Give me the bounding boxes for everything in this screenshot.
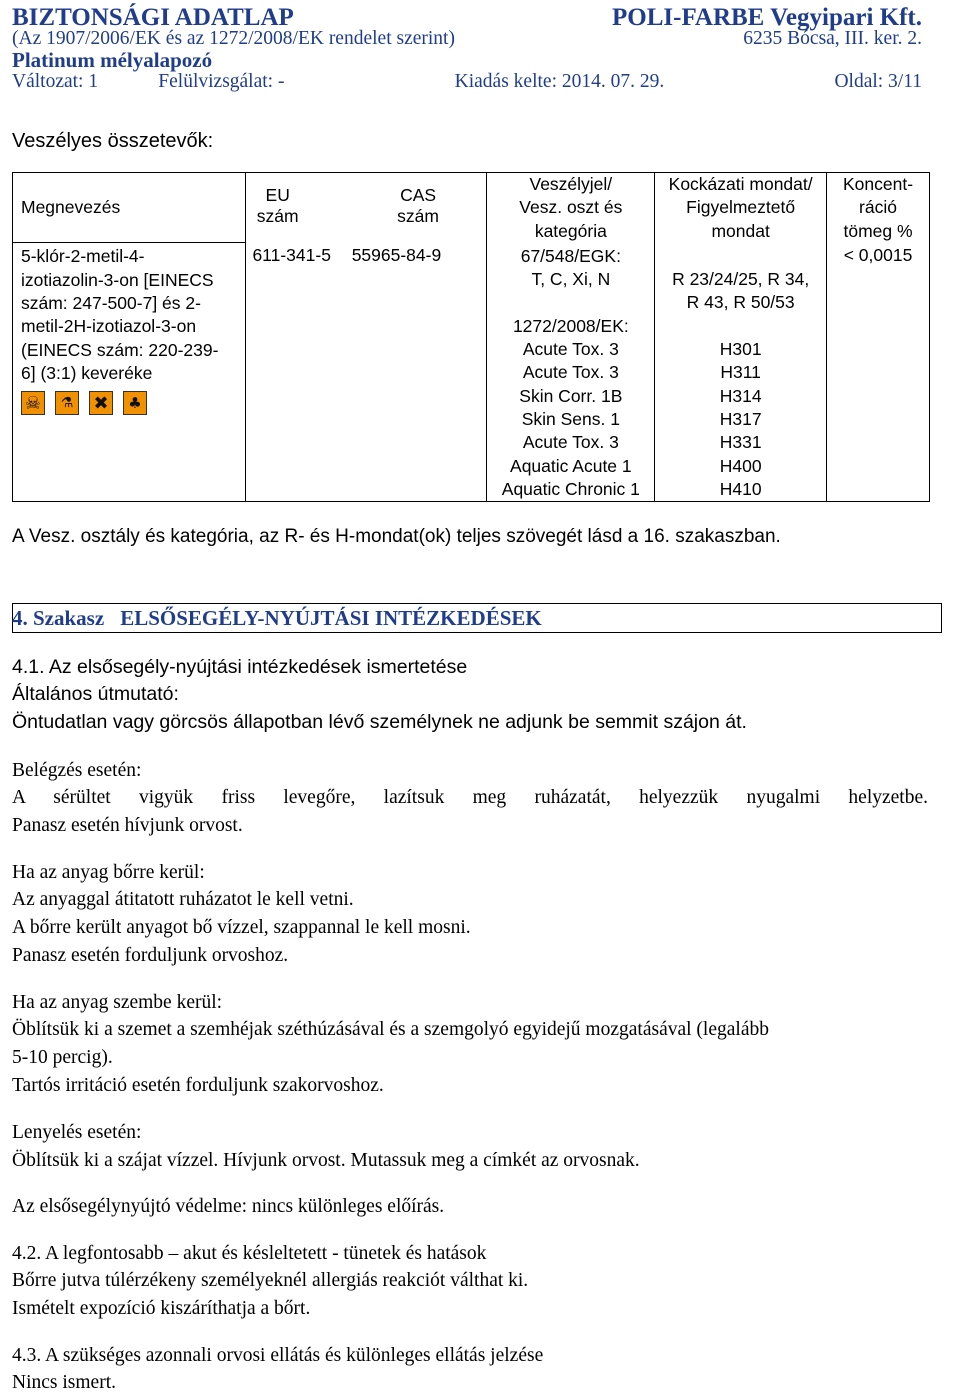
section-number: 4. Szakasz: [12, 606, 105, 630]
skin-text-2: A bőrre került anyagot bő vízzel, szappannal le kell mosni.: [12, 917, 471, 938]
substance-name-cell: 5-klór-2-metil-4- izotiazolin-3-on [EINECS szám: 247-500-7] és 2- metil-2H-izotiazol-3-on (EINECS szám: 220-239- 6] (3:1) keveréke ☠ ⚗ ✖ ♣: [13, 243, 246, 502]
skin-text-3: Panasz esetén forduljunk orvoshoz.: [12, 945, 289, 966]
header: [12, 4, 922, 93]
toxic-skull-icon: ☠: [21, 391, 45, 415]
symptoms-text-1: Bőrre jutva túlérzékeny személyeknél allergiás reakciót válthat ki.: [12, 1270, 529, 1291]
general-guide-text: Öntudatlan vagy görcsös állapotban lévő személynek ne adjunk be semmit szájon át.: [12, 711, 747, 733]
inhalation-label: Belégzés esetén:: [12, 760, 142, 781]
version: Változat: 1: [12, 71, 99, 92]
skin-text-1: Az anyaggal átitatott ruházatot le kell vetni.: [12, 889, 354, 910]
section4-title: [12, 606, 542, 631]
col-header-name: Megnevezés: [13, 173, 246, 243]
section-name: ELSŐSEGÉLY-NYÚJTÁSI INTÉZKEDÉSEK: [120, 606, 542, 630]
medical-attention-text: Nincs ismert.: [12, 1372, 116, 1393]
regulation-note: (Az 1907/2006/EK és az 1272/2008/EK rendelet szerint): [12, 28, 455, 49]
ids-cell: [245, 243, 487, 502]
eye-text-2: 5-10 percig).: [12, 1047, 113, 1068]
document-title: BIZTONSÁGI ADATLAP: [12, 4, 294, 31]
eye-text-1: Öblítsük ki a szemet a szemhéjak széthúzásával és a szemgolyó egyidejű mozgatásával (legalább: [12, 1019, 769, 1040]
hazard-pictograms: [21, 391, 245, 415]
hazard-class-cell: 67/548/EGK: T, C, Xi, N 1272/2008/EK: Acute Tox. 3 Acute Tox. 3 Skin Corr. 1B Skin Sens. 1 Acute Tox. 3 Aquatic Acute 1 Aquatic Chronic 1: [487, 243, 655, 502]
col-header-risk: Kockázati mondat/ Figyelmeztető mondat: [655, 173, 827, 243]
section3-heading: Veszélyes összetevők:: [12, 130, 214, 152]
eye-label: Ha az anyag szembe kerül:: [12, 992, 223, 1013]
issue-date: Kiadás kelte: 2014. 07. 29.: [454, 71, 665, 92]
product-name: Platinum mélyalapozó: [12, 48, 213, 72]
harmful-cross-icon: ✖: [89, 391, 113, 415]
skin-label: Ha az anyag bőrre kerül:: [12, 862, 205, 883]
col-header-concentration: Koncent- ráció tömeg %: [827, 173, 930, 243]
col-header-ids: EU szám CAS szám: [245, 173, 487, 243]
subsection-4-2: 4.2. A legfontosabb – akut és késleltetett - tünetek és hatások: [12, 1243, 487, 1264]
inhalation-text: A sérültet vigyük friss levegőre, lazítsuk meg ruházatát, helyezzük nyugalmi helyzetbe.: [12, 787, 928, 808]
page-number: Oldal: 3/11: [834, 71, 922, 92]
symptoms-text-2: Ismételt expozíció kiszáríthatja a bőrt.: [12, 1298, 311, 1319]
col-header-hazard: Veszélyjel/ Vesz. oszt és kategória: [487, 173, 655, 243]
company-address: 6235 Bócsa, III. ker. 2.: [743, 28, 922, 49]
inhalation-text-2: Panasz esetén hívjunk orvost.: [12, 815, 243, 836]
ingestion-label: Lenyelés esetén:: [12, 1122, 142, 1143]
components-table: [12, 172, 930, 502]
subsection-4-3: 4.3. A szükséges azonnali orvosi ellátás és különleges ellátás jelzése: [12, 1345, 544, 1366]
company-name: POLI-FARBE Vegyipari Kft.: [612, 4, 922, 31]
corrosive-icon: ⚗: [55, 391, 79, 415]
review: Felülvizsgálat: -: [158, 71, 285, 92]
risk-phrase-cell: R 23/24/25, R 34, R 43, R 50/53 H301 H311 H314 H317 H331 H400 H410: [655, 243, 827, 502]
table-row: [13, 243, 930, 502]
first-aider-protection: Az elsősegélynyújtó védelme: nincs különleges előírás.: [12, 1196, 445, 1217]
ingestion-text: Öblítsük ki a szájat vízzel. Hívjunk orvost. Mutassuk meg a címkét az orvosnak.: [12, 1150, 640, 1171]
concentration-cell: < 0,0015: [827, 243, 930, 502]
general-guide-label: Általános útmutató:: [12, 683, 179, 705]
footnote: A Vesz. osztály és kategória, az R- és H-mondat(ok) teljes szövegét lásd a 16. szakaszban.: [12, 526, 781, 547]
cas-number: 55965-84-9: [351, 244, 442, 265]
eye-text-3: Tartós irritáció esetén forduljunk szakorvoshoz.: [12, 1075, 384, 1096]
subsection-4-1: 4.1. Az elsősegély-nyújtási intézkedések ismertetése: [12, 656, 468, 678]
environment-icon: ♣: [123, 391, 147, 415]
eu-number: 611-341-5: [252, 244, 331, 265]
